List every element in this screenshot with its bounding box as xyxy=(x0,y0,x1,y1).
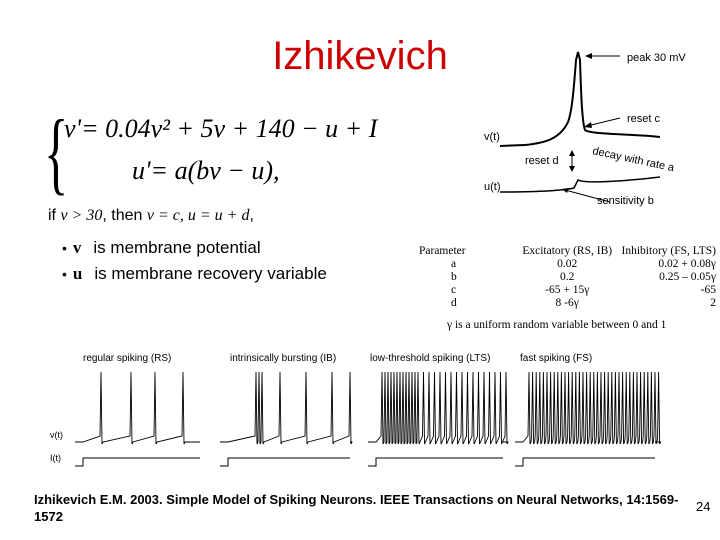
voltage-trace xyxy=(368,372,508,444)
it-axis-label: I(t) xyxy=(50,453,61,463)
excitatory-value: 0.02 xyxy=(557,258,578,270)
table-header-row xyxy=(415,245,720,258)
param-name: c xyxy=(451,284,457,296)
reset-condition xyxy=(48,207,254,225)
parameter-table xyxy=(415,245,720,310)
table-row xyxy=(415,284,720,297)
excitatory-value: 8 -6γ xyxy=(555,297,579,309)
vt-axis-label: v(t) xyxy=(50,430,63,440)
table-row xyxy=(415,297,720,310)
sensitivity-label: sensitivity b xyxy=(597,195,654,207)
u-trace xyxy=(500,177,660,192)
current-step xyxy=(515,458,655,466)
inhibitory-value: -65 xyxy=(700,284,716,296)
spike-schematic xyxy=(470,42,720,212)
fs-label: fast spiking (FS) xyxy=(520,353,593,364)
current-step xyxy=(75,458,200,466)
param-name: a xyxy=(451,258,457,270)
table-row xyxy=(415,258,720,271)
bullet-u xyxy=(62,264,327,284)
citation: Izhikevich E.M. 2003. Simple Model of Spiking Neurons. IEEE Transactions on Neural Networks, 14:1569-1572 xyxy=(34,492,679,524)
sensitivity-arrowhead xyxy=(562,188,569,193)
firing-traces xyxy=(50,340,670,475)
bullet-symbol: v xyxy=(72,238,82,257)
reset-c-arrow xyxy=(587,118,620,126)
condition-prefix: if xyxy=(48,207,56,224)
voltage-trace xyxy=(220,372,352,444)
excitatory-value: 0.2 xyxy=(560,271,575,283)
decay-label: decay with rate a xyxy=(591,145,676,175)
bullet-v xyxy=(62,238,261,258)
v-trace xyxy=(500,52,660,146)
slide-title: Izhikevich xyxy=(272,34,448,78)
reset-d-label: reset d xyxy=(525,155,559,167)
reset-d-arrowhead-up xyxy=(569,150,575,156)
equation-brace: { xyxy=(44,101,69,203)
peak-arrowhead xyxy=(585,53,592,59)
equation-u: u'= a(bv − u), xyxy=(132,156,280,185)
condition-assign: v = c, u = u + d xyxy=(146,207,250,224)
ib-label: intrinsically bursting (IB) xyxy=(230,353,337,364)
inhibitory-value: 0.25 – 0.05γ xyxy=(659,271,716,283)
inhibitory-value: 2 xyxy=(710,297,716,309)
page-number: 24 xyxy=(696,499,711,514)
reset-d-arrowhead-down xyxy=(569,166,575,172)
current-step xyxy=(368,458,503,466)
param-name: d xyxy=(451,297,457,309)
header-parameter: Parameter xyxy=(419,245,466,257)
header-inhibitory: Inhibitory (FS, LTS) xyxy=(621,245,716,257)
inhibitory-value: 0.02 + 0.08γ xyxy=(658,258,716,270)
bullet-text: is membrane recovery variable xyxy=(94,264,327,283)
peak-label: peak 30 mV xyxy=(627,52,686,64)
condition-middle: , then xyxy=(102,207,143,224)
header-excitatory: Excitatory (RS, IB) xyxy=(522,245,613,257)
param-name: b xyxy=(451,271,457,283)
bullet-symbol: u xyxy=(72,264,83,283)
equation-v: v'= 0.04v² + 5v + 140 − u + I xyxy=(64,114,378,143)
table-row xyxy=(415,271,720,284)
bullet-dot: • xyxy=(62,240,67,256)
rs-label: regular spiking (RS) xyxy=(83,353,172,364)
current-step xyxy=(220,458,350,466)
traces-layer xyxy=(75,372,661,466)
lts-label: low-threshold spiking (LTS) xyxy=(370,353,491,364)
voltage-trace xyxy=(515,372,661,444)
parameter-note: γ is a uniform random variable between 0 and 1 xyxy=(447,319,667,331)
bullet-text: is membrane potential xyxy=(93,238,261,257)
condition-suffix: , xyxy=(249,207,254,224)
reset-c-arrowhead xyxy=(584,122,592,128)
excitatory-value: -65 + 15γ xyxy=(545,284,590,296)
reset-c-label: reset c xyxy=(627,113,661,125)
vt-label: v(t) xyxy=(484,131,500,143)
bullet-dot: • xyxy=(62,266,67,282)
voltage-trace xyxy=(75,372,200,444)
condition-test: v > 30 xyxy=(60,207,103,224)
ut-label: u(t) xyxy=(484,181,501,193)
